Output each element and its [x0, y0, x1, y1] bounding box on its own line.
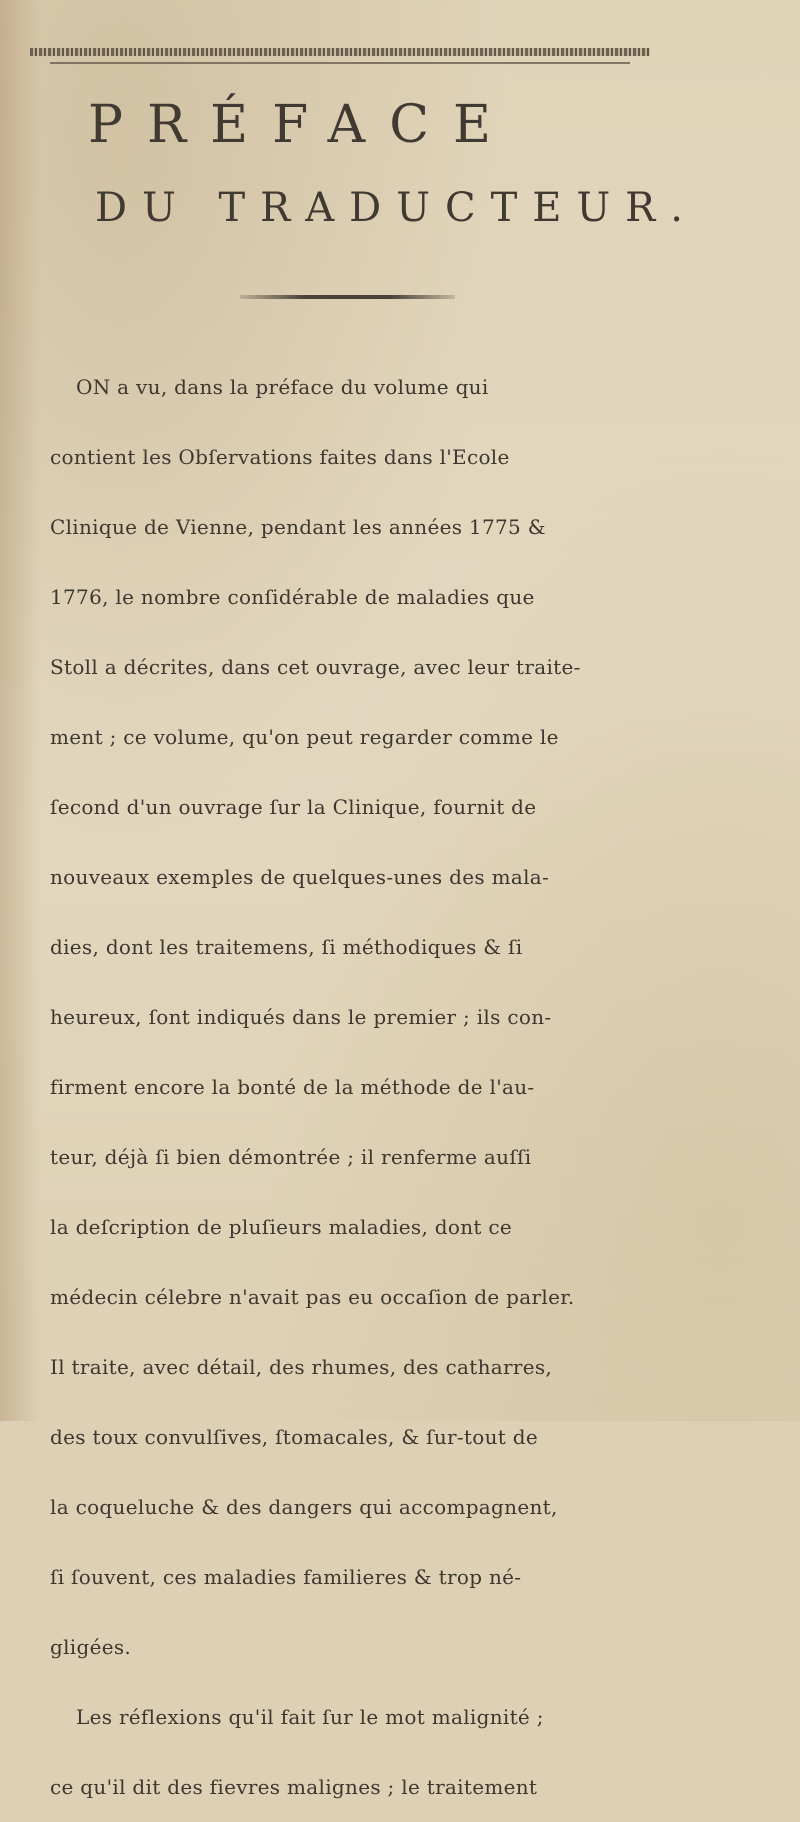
text-line: ſi ſouvent, ces maladies familieres & trop né- [50, 1565, 522, 1589]
text-line: gligées. [50, 1635, 132, 1659]
text-line: la deſcription de pluſieurs maladies, dont ce [50, 1215, 513, 1239]
ornament-rule [50, 62, 630, 64]
text-line: Il traite, avec détail, des rhumes, des catharres, [50, 1355, 553, 1379]
text-line: des toux convulſives, ſtomacales, & ſur-tout de [50, 1425, 539, 1449]
text-line: 1776, le nombre conſidérable de maladies que [50, 585, 535, 609]
text-line: teur, déjà ſi bien démontrée ; il renferme auſſi [50, 1145, 532, 1169]
text-line: nouveaux exemples de quelques-unes des mala- [50, 865, 550, 889]
text-line: ſecond d'un ouvrage ſur la Clinique, fournit de [50, 795, 537, 819]
text-line: firment encore la bonté de la méthode de l'au- [50, 1075, 535, 1099]
text-line: Les réflexions qu'il fait ſur le mot malignité ; [76, 1705, 544, 1729]
page-title: PRÉFACE [88, 95, 515, 155]
ornament-band [30, 48, 650, 56]
text-line: ON a vu, dans la préface du volume qui [76, 375, 489, 399]
page-subtitle: DU TRADUCTEUR. [95, 185, 698, 231]
text-line: Clinique de Vienne, pendant les années 1775 & [50, 515, 546, 539]
text-line: médecin célebre n'avait pas eu occaſion de parler. [50, 1285, 575, 1309]
title-divider [240, 295, 455, 299]
text-line: dies, dont les traitemens, ſi méthodiques & ſi [50, 935, 523, 959]
text-line: Stoll a décrites, dans cet ouvrage, avec leur traite- [50, 655, 581, 679]
header-ornament [30, 42, 650, 70]
text-line: contient les Obſervations faites dans l'Ecole [50, 445, 510, 469]
body-text [50, 352, 790, 1822]
text-line: heureux, ſont indiqués dans le premier ; ils con- [50, 1005, 552, 1029]
text-line: ment ; ce volume, qu'on peut regarder comme le [50, 725, 559, 749]
text-line: la coqueluche & des dangers qui accompagnent, [50, 1495, 558, 1519]
text-line: ce qu'il dit des fievres malignes ; le traitement [50, 1775, 538, 1799]
